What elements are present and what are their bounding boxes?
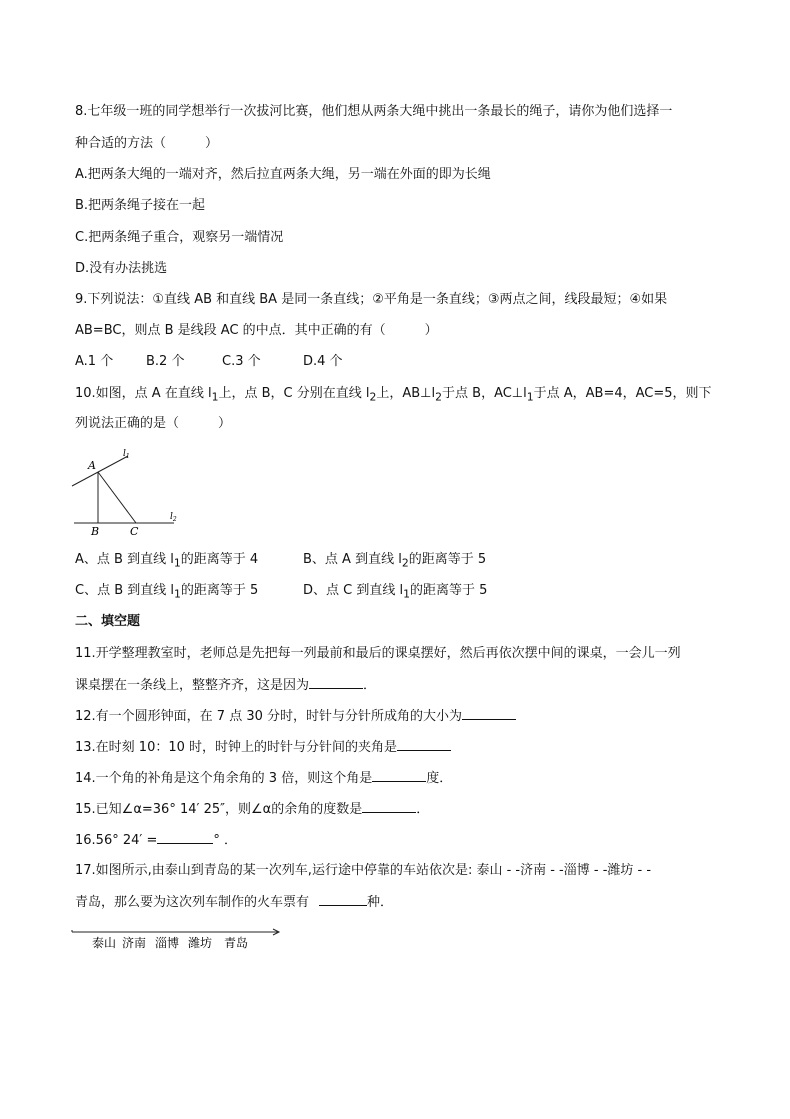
q16-blank [157, 831, 213, 844]
q14-stem: 14.一个角的补角是这个角余角的 3 倍，则这个角是 度． [75, 771, 453, 786]
station-label: 淄博 [155, 936, 180, 950]
q15-blank [362, 800, 416, 813]
q13-stem: 13.在时刻 10：10 时，时钟上的时针与分针间的夹角是 [75, 738, 451, 757]
q8-option-b: B.把两条绳子接在一起 [75, 198, 206, 213]
q10-option-a: A、点 B 到直线 $l_1$的距离等于 4 [75, 552, 259, 570]
q10-stem-part-a: 10.如图，点 A 在直线 l [75, 386, 212, 401]
label-l1: $l_1$ [123, 449, 130, 460]
q14-blank [372, 769, 426, 782]
q10-stem-part-e: 于点 A，AB=4，AC=5，则下 [533, 386, 712, 401]
q10-option-b: B、点 A 到直线 $l_2$的距离等于 5 [303, 552, 487, 570]
label-b: B [91, 525, 100, 536]
q10-stem-part-c: 上，AB⊥l [376, 386, 436, 401]
station-label: 潍坊 [188, 936, 213, 950]
q9-option-a: A.1 个 [75, 354, 114, 369]
label-c: C [130, 525, 139, 536]
q17-stem-line1: 17.如图所示,由泰山到青岛的某一次列车,运行途中停靠的车站依次是: 泰山 - -济南 - -淄博 - -潍坊 - - [75, 863, 652, 878]
label-a: A [88, 459, 96, 472]
label-l2: $l_2$ [170, 512, 177, 523]
q8-option-d: D.没有办法挑选 [75, 261, 168, 276]
q17-stem-line2: 青岛，那么要为这次列车制作的火车票有 种． [75, 895, 394, 910]
q10-stem-part-d: 于点 B，AC⊥l [442, 386, 527, 401]
q12-blank [462, 707, 516, 720]
q8-option-a: A.把两条大绳的一端对齐，然后拉直两条大绳，另一端在外面的即为长绳 [75, 167, 491, 182]
q11-blank [309, 676, 363, 689]
station-label: 泰山 [92, 936, 117, 950]
q8-stem-line2: 种合适的方法（ ） [75, 136, 219, 151]
q10-stem-line1 [75, 385, 712, 407]
line-l1 [72, 456, 128, 486]
q15-stem: 15.已知∠α=36° 14′ 25″，则∠α的余角的度数是 ． [75, 802, 430, 817]
q10-stem-part-b: 上，点 B，C 分别在直线 l [218, 386, 370, 401]
q10-stem-line2: 列说法正确的是（ ） [75, 416, 232, 431]
q16-stem: 16.56° 24′ = ° ． [75, 833, 238, 848]
station-label: 青岛 [224, 936, 249, 950]
q9-option-b: B.2 个 [146, 354, 185, 369]
q10-option-d: D、点 C 到直线 $l_1$的距离等于 5 [303, 583, 488, 601]
q8-option-c: C.把两条绳子重合，观察另一端情况 [75, 230, 284, 245]
section-title: 二、填空题 [75, 614, 141, 629]
q8-stem-line1: 8.七年级一班的同学想举行一次拔河比赛，他们想从两条大绳中挑出一条最长的绳子，请你为他们选择一 [75, 104, 673, 119]
q10-option-c: C、点 B 到直线 $l_1$的距离等于 5 [75, 583, 259, 601]
q10-figure [66, 444, 186, 536]
q9-option-c: C.3 个 [222, 354, 261, 369]
q11-stem-line1: 11.开学整理教室时，老师总是先把每一列最前和最后的课桌摆好，然后再依次摆中间的课桌，一会儿一列 [75, 646, 681, 661]
segment-ac [98, 472, 136, 523]
q10-sub-1a: 1 [211, 390, 219, 404]
station-label: 济南 [122, 936, 147, 950]
q10-sub-1b: 1 [526, 390, 534, 404]
q13-blank [397, 738, 451, 751]
q17-figure [70, 924, 285, 954]
q10-sub-2b: 2 [435, 390, 443, 404]
q9-stem-line1: 9.下列说法：①直线 AB 和直线 BA 是同一条直线；②平角是一条直线；③两点之间，线段最短；④如果 [75, 292, 668, 307]
q12-stem: 12.有一个圆形钟面，在 7 点 30 分时，时针与分针所成角的大小为 [75, 707, 516, 726]
q9-stem-line2: AB=BC，则点 B 是线段 AC 的中点．其中正确的有（ ） [75, 323, 438, 338]
q9-option-d: D.4 个 [303, 354, 343, 369]
q11-stem-line2: 课桌摆在一条线上，整整齐齐，这是因为 ． [75, 678, 377, 693]
q17-blank [319, 893, 367, 906]
q10-sub-2a: 2 [369, 390, 377, 404]
